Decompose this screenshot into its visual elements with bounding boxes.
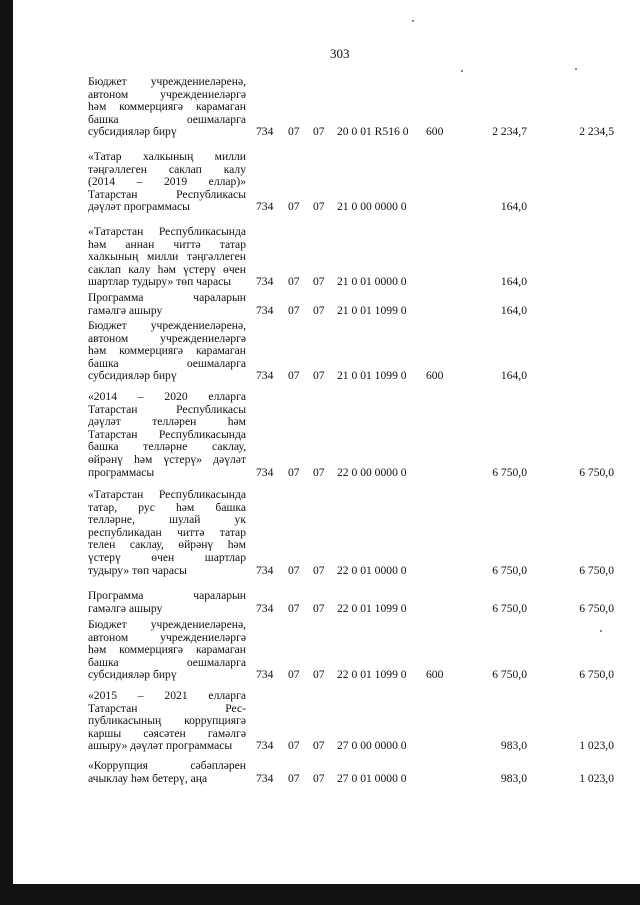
description-line: һәм коммерциягә карамаган [88, 100, 246, 114]
scan-speck [575, 68, 577, 70]
row-description [88, 292, 246, 317]
scan-speck [412, 20, 414, 22]
row-description [88, 226, 246, 289]
row-description [88, 690, 246, 753]
description-line: Татарстан Республикасында [88, 427, 246, 441]
amount-year2-cell: 1 023,0 [579, 771, 614, 785]
amount-year1-cell: 164,0 [500, 303, 527, 317]
amount-year1-cell: 164,0 [500, 200, 527, 214]
amount-year1-cell: 2 234,7 [492, 125, 527, 139]
description-line: Бюджет учреждениеләренә, [88, 319, 246, 332]
amount-year1-cell: 6 750,0 [492, 668, 527, 682]
description-line: Программа чараларын [88, 589, 246, 602]
description-line: «Коррупция сәбәпләрен [88, 759, 246, 772]
ministry-code-cell: 734 [256, 739, 274, 753]
subsection-cell: 07 [313, 369, 325, 383]
description-line: Татарстан Рес- [88, 701, 246, 715]
section-cell: 07 [288, 563, 300, 577]
section-cell: 07 [288, 771, 300, 785]
expense-type-cell: 600 [426, 668, 444, 682]
description-line: өйрәнү һәм үстерү» дәүләт [88, 452, 246, 466]
description-line: ачыклау һәм бетерү, аңа [88, 771, 208, 785]
section-cell: 07 [288, 275, 300, 289]
row-description [88, 760, 246, 785]
description-line: публикасының коррупциягә [88, 714, 246, 728]
row-description [88, 76, 246, 139]
description-line: «Татарстан Республикасында [88, 225, 246, 238]
target-article-cell: 22 0 01 1099 0 [337, 601, 407, 615]
ministry-code-cell: 734 [256, 275, 274, 289]
subsection-cell: 07 [313, 200, 325, 214]
description-line: шартлар тудыру» төп чарасы [88, 275, 232, 289]
target-article-cell: 20 0 01 R516 0 [337, 125, 409, 139]
description-line: автоном учреждениеләргә [88, 331, 246, 345]
row-description [88, 489, 246, 577]
ministry-code-cell: 734 [256, 563, 274, 577]
description-line: (2014 – 2019 еллар)» [88, 175, 246, 189]
description-line: ашыру» дәүләт программасы [88, 739, 233, 753]
description-line: һәм аннан читтә татар [88, 237, 246, 251]
subsection-cell: 07 [313, 275, 325, 289]
amount-year1-cell: 983,0 [500, 771, 527, 785]
description-line: һәм коммерциягә карамаган [88, 344, 246, 358]
expense-type-cell: 600 [426, 369, 444, 383]
ministry-code-cell: 734 [256, 771, 274, 785]
subsection-cell: 07 [313, 563, 325, 577]
description-line: каршы сәясәтен гамәлгә [88, 726, 246, 740]
target-article-cell: 21 0 01 1099 0 [337, 369, 407, 383]
ministry-code-cell: 734 [256, 200, 274, 214]
description-line: «2014 – 2020 елларга [88, 390, 246, 403]
description-line: башка оешмаларга [88, 112, 246, 126]
row-description [88, 320, 246, 383]
target-article-cell: 22 0 01 0000 0 [337, 563, 407, 577]
section-cell: 07 [288, 200, 300, 214]
amount-year2-cell: 2 234,5 [579, 125, 614, 139]
section-cell: 07 [288, 125, 300, 139]
description-line: гамәлгә ашыру [88, 303, 163, 317]
target-article-cell: 27 0 00 0000 0 [337, 739, 407, 753]
subsection-cell: 07 [313, 739, 325, 753]
description-line: автоном учреждениеләргә [88, 87, 246, 101]
section-cell: 07 [288, 601, 300, 615]
description-line: «2015 – 2021 елларга [88, 689, 246, 702]
description-line: «Татарстан Республикасында [88, 488, 246, 501]
description-line: саклап калу һәм үстерү өчен [88, 262, 246, 276]
ministry-code-cell: 734 [256, 465, 274, 479]
amount-year2-cell: 6 750,0 [579, 668, 614, 682]
amount-year2-cell: 6 750,0 [579, 563, 614, 577]
description-line: Бюджет учреждениеләренә, [88, 75, 246, 88]
amount-year1-cell: 164,0 [500, 275, 527, 289]
ministry-code-cell: 734 [256, 369, 274, 383]
description-line: дәүләт телләрен һәм [88, 415, 246, 429]
description-line: тәңгәллеген саклап калу [88, 162, 246, 176]
amount-year1-cell: 6 750,0 [492, 465, 527, 479]
description-line: субсидияләр бирү [88, 668, 177, 682]
scan-speck [600, 630, 602, 632]
target-article-cell: 22 0 00 0000 0 [337, 465, 407, 479]
row-description [88, 391, 246, 479]
description-line: үстерү өчен шартлар [88, 550, 246, 564]
scan-bottom-border [0, 884, 640, 905]
ministry-code-cell: 734 [256, 125, 274, 139]
subsection-cell: 07 [313, 668, 325, 682]
description-line: телләрне, шулай ук [88, 513, 246, 527]
section-cell: 07 [288, 465, 300, 479]
description-line: гамәлгә ашыру [88, 601, 163, 615]
subsection-cell: 07 [313, 601, 325, 615]
subsection-cell: 07 [313, 303, 325, 317]
amount-year1-cell: 164,0 [500, 369, 527, 383]
description-line: телен саклау, өйрәнү һәм [88, 538, 246, 552]
description-line: һәм коммерциягә карамаган [88, 643, 246, 657]
ministry-code-cell: 734 [256, 668, 274, 682]
description-line: Татарстан Республикасы [88, 187, 246, 201]
description-line: Татарстан Республикасы [88, 402, 246, 416]
amount-year1-cell: 6 750,0 [492, 563, 527, 577]
description-line: республикадан читтә татар [88, 525, 246, 539]
description-line: тудыру» төп чарасы [88, 563, 187, 577]
amount-year2-cell: 1 023,0 [579, 739, 614, 753]
description-line: Программа чараларын [88, 291, 246, 304]
subsection-cell: 07 [313, 125, 325, 139]
amount-year2-cell: 6 750,0 [579, 465, 614, 479]
amount-year1-cell: 6 750,0 [492, 601, 527, 615]
scan-left-border [0, 0, 13, 905]
description-line: башка телләрне саклау, [88, 440, 246, 454]
page-number: 303 [330, 46, 350, 61]
target-article-cell: 21 0 00 0000 0 [337, 200, 407, 214]
scan-speck [461, 70, 463, 72]
target-article-cell: 27 0 01 0000 0 [337, 771, 407, 785]
description-line: башка оешмаларга [88, 356, 246, 370]
section-cell: 07 [288, 369, 300, 383]
description-line: «Татар халкының милли [88, 150, 246, 163]
description-line: субсидияләр бирү [88, 125, 177, 139]
target-article-cell: 21 0 01 1099 0 [337, 303, 407, 317]
description-line: автоном учреждениеләргә [88, 630, 246, 644]
subsection-cell: 07 [313, 465, 325, 479]
ministry-code-cell: 734 [256, 303, 274, 317]
amount-year2-cell: 6 750,0 [579, 601, 614, 615]
row-description [88, 151, 246, 214]
section-cell: 07 [288, 739, 300, 753]
amount-year1-cell: 983,0 [500, 739, 527, 753]
description-line: Бюджет учреждениеләренә, [88, 618, 246, 631]
description-line: халкының милли тәңгәллеген [88, 250, 246, 264]
ministry-code-cell: 734 [256, 601, 274, 615]
description-line: башка оешмаларга [88, 655, 246, 669]
description-line: субсидияләр бирү [88, 369, 177, 383]
section-cell: 07 [288, 668, 300, 682]
description-line: татар, рус һәм башка [88, 500, 246, 514]
section-cell: 07 [288, 303, 300, 317]
row-description [88, 619, 246, 682]
target-article-cell: 22 0 01 1099 0 [337, 668, 407, 682]
subsection-cell: 07 [313, 771, 325, 785]
expense-type-cell: 600 [426, 125, 444, 139]
target-article-cell: 21 0 01 0000 0 [337, 275, 407, 289]
description-line: программасы [88, 465, 155, 479]
row-description [88, 590, 246, 615]
description-line: дәүләт программасы [88, 200, 190, 214]
